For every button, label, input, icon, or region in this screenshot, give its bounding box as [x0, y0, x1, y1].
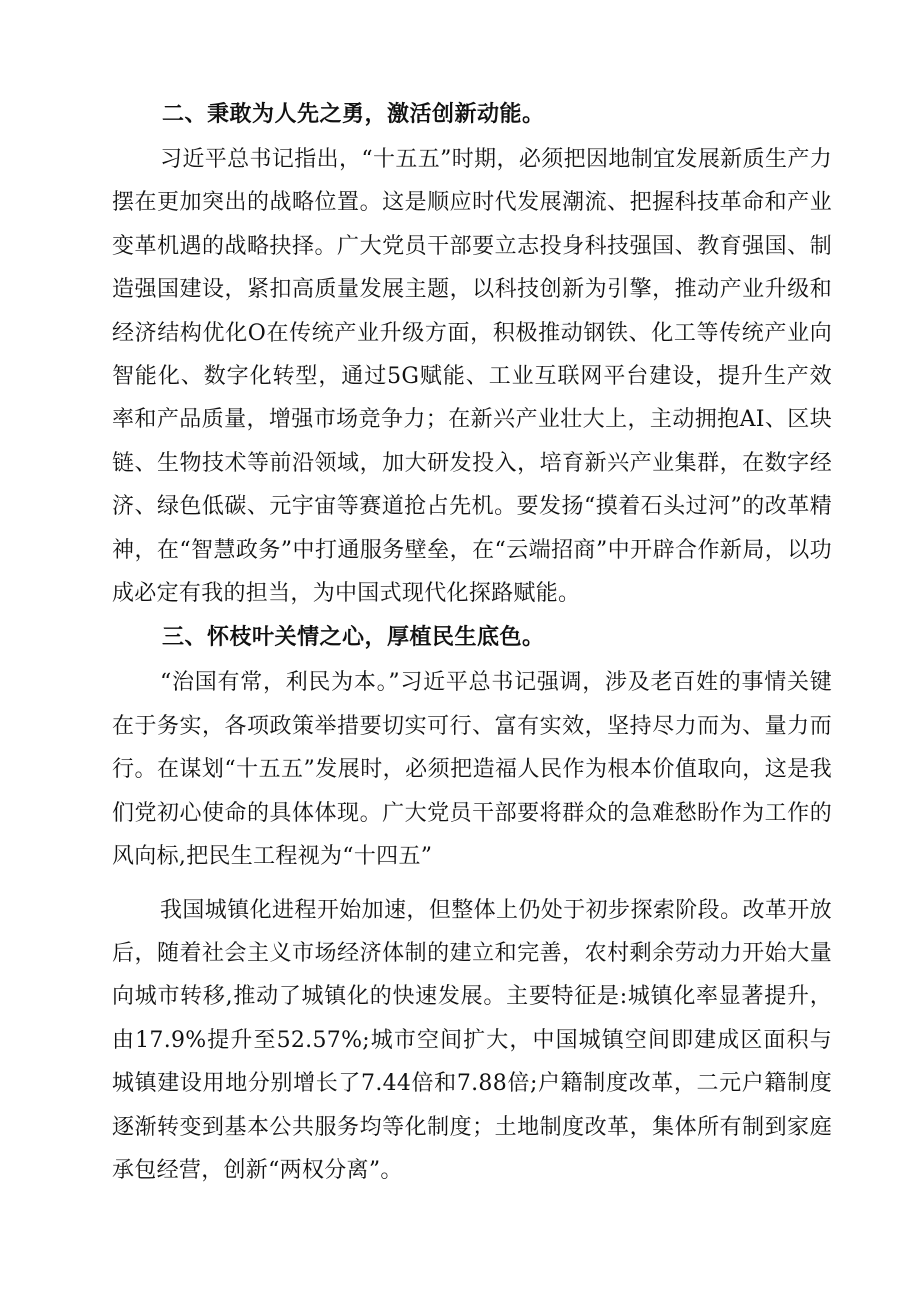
paragraph-urbanization: 我国城镇化进程开始加速，但整体上仍处于初步探索阶段。改革开放后，随着社会主义市场经济体制的建立和完善，农村剩余劳动力开始大量向城市转移,推动了城镇化的快速发展。主要特征是:城镇化率显著提升，由17.9%提升至52.57%;城市空间扩大，中国城镇空间即建成区面积与城镇建设用地分别增长了7.44倍和7.88倍;户籍制度改革，二元户籍制度逐渐转变到基本公共服务均等化制度；土地制度改革，集体所有制到家庭承包经营，创新“两权分离”。	[112, 897, 832, 1183]
paragraph-livelihood: “治国有常，利民为本。”习近平总书记强调，涉及老百姓的事情关键在于务实，各项政策举措要切实可行、富有实效，坚持尽力而为、量力而行。在谋划“十五五”发展时，必须把造福人民作为根本价值取向，这是我们党初心使命的具体体现。广大党员干部要将群众的急难愁盼作为工作的风向标,把民生工程视为“十四五”	[112, 670, 832, 870]
paragraph-innovation: 习近平总书记指出，“十五五”时期，必须把因地制宜发展新质生产力摆在更加突出的战略位置。这是顺应时代发展潮流、把握科技革命和产业变革机遇的战略抉择。广大党员干部要立志投身科技强国、教育强国、制造强国建设，紧扣高质量发展主题，以科技创新为引擎，推动产业升级和经济结构优化O在传统产业升级方面，积极推动钢铁、化工等传统产业向智能化、数字化转型，通过5G赋能、工业互联网平台建设，提升生产效率和产品质量，增强市场竞争力；在新兴产业壮大上，主动拥抱AI、区块链、生物技术等前沿领域，加大研发投入，培育新兴产业集群，在数字经济、绿色低碳、元宇宙等赛道抢占先机。要发扬“摸着石头过河”的改革精神，在“智慧政务”中打通服务壁垒，在“云端招商”中开辟合作新局，以功成必定有我的担当，为中国式现代化探路赋能。	[112, 147, 832, 607]
section-heading-livelihood: 三、怀枝叶关情之心，厚植民生底色。	[162, 625, 545, 651]
document-body	[112, 94, 832, 1192]
section-heading-innovation: 二、秉敢为人先之勇，激活创新动能。	[162, 102, 545, 127]
